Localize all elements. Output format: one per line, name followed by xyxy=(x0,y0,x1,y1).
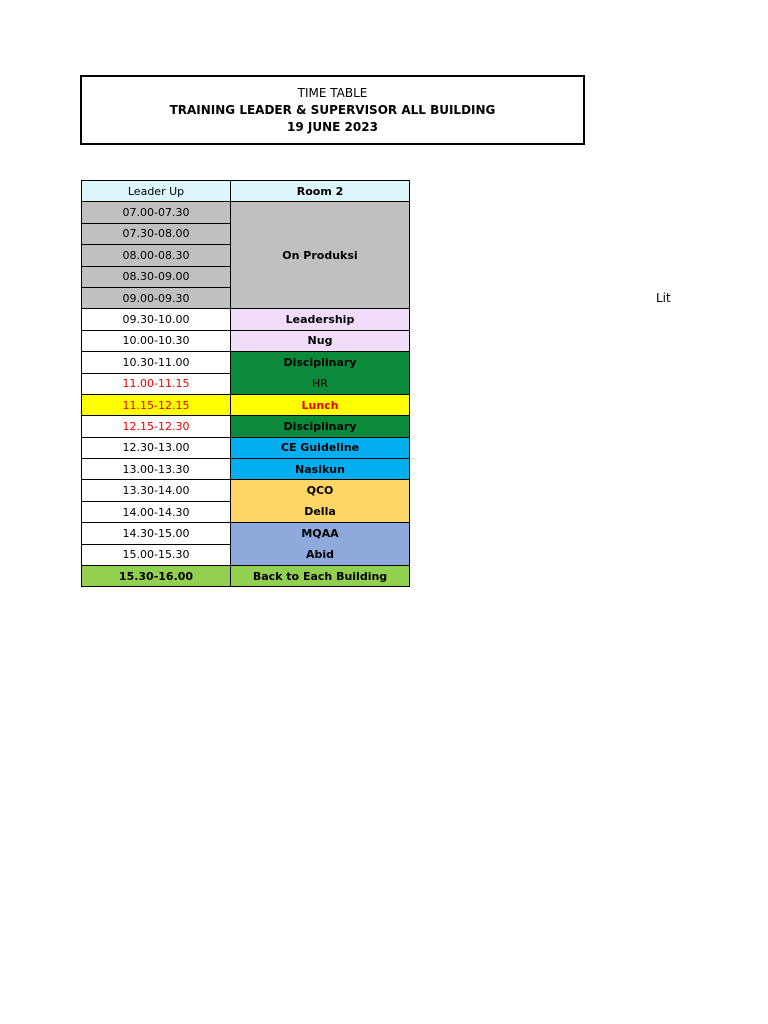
title-line-1: TIME TABLE xyxy=(297,85,368,100)
time-cell: 09.00-09.30 xyxy=(82,287,231,308)
title-box xyxy=(80,75,585,145)
time-cell: 10.30-11.00 xyxy=(82,352,231,373)
table-row xyxy=(82,480,410,501)
activity-hr: HR xyxy=(231,373,410,394)
time-cell: 07.30-08.00 xyxy=(82,223,231,244)
header-leader-up: Leader Up xyxy=(82,181,231,202)
header-room: Room 2 xyxy=(231,181,410,202)
time-cell: 11.15-12.15 xyxy=(82,394,231,415)
table-row xyxy=(82,437,410,458)
time-cell: 13.30-14.00 xyxy=(82,480,231,501)
time-cell: 08.30-09.00 xyxy=(82,266,231,287)
activity-mqaa: MQAA xyxy=(231,523,410,544)
title-line-3: 19 JUNE 2023 xyxy=(287,119,378,134)
activity-disciplinary: Disciplinary xyxy=(231,352,410,373)
table-row xyxy=(82,373,410,394)
activity-leadership: Leadership xyxy=(231,309,410,330)
activity-on-produksi: On Produksi xyxy=(231,202,410,309)
activity-nasikun: Nasikun xyxy=(231,459,410,480)
timetable xyxy=(81,180,410,587)
table-row xyxy=(82,566,410,587)
activity-ce-guideline: CE Guideline xyxy=(231,437,410,458)
table-row xyxy=(82,459,410,480)
table-header-row xyxy=(82,181,410,202)
time-cell: 08.00-08.30 xyxy=(82,245,231,266)
time-cell: 07.00-07.30 xyxy=(82,202,231,223)
time-cell: 13.00-13.30 xyxy=(82,459,231,480)
activity-abid: Abid xyxy=(231,544,410,565)
table-row xyxy=(82,309,410,330)
table-row xyxy=(82,202,410,223)
activity-back-to-building: Back to Each Building xyxy=(231,566,410,587)
activity-nug: Nug xyxy=(231,330,410,351)
time-cell: 10.00-10.30 xyxy=(82,330,231,351)
table-row xyxy=(82,416,410,437)
activity-qco: QCO xyxy=(231,480,410,501)
time-cell: 11.00-11.15 xyxy=(82,373,231,394)
time-cell: 12.15-12.30 xyxy=(82,416,231,437)
table-row xyxy=(82,501,410,522)
activity-lunch: Lunch xyxy=(231,394,410,415)
time-cell: 15.30-16.00 xyxy=(82,566,231,587)
table-row xyxy=(82,544,410,565)
activity-della: Della xyxy=(231,501,410,522)
time-cell: 14.30-15.00 xyxy=(82,523,231,544)
time-cell: 09.30-10.00 xyxy=(82,309,231,330)
table-row xyxy=(82,523,410,544)
time-cell: 15.00-15.30 xyxy=(82,544,231,565)
table-row xyxy=(82,394,410,415)
activity-disciplinary-2: Disciplinary xyxy=(231,416,410,437)
table-row xyxy=(82,352,410,373)
time-cell: 12.30-13.00 xyxy=(82,437,231,458)
title-line-2: TRAINING LEADER & SUPERVISOR ALL BUILDING xyxy=(169,102,496,117)
time-cell: 14.00-14.30 xyxy=(82,501,231,522)
side-note: Lit xyxy=(656,291,671,305)
table-row xyxy=(82,330,410,351)
